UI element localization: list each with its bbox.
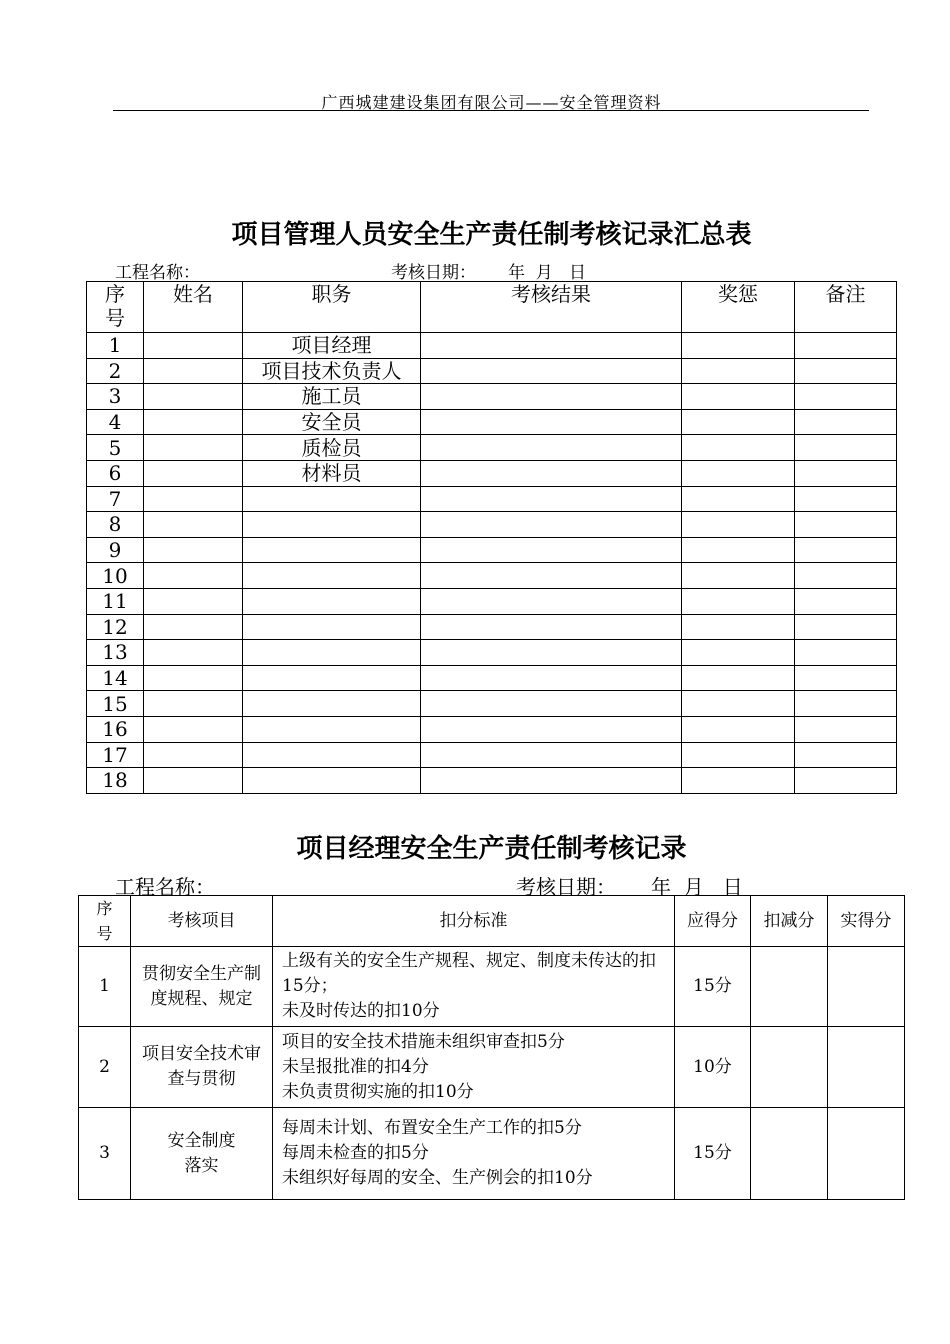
reward-cell (682, 409, 795, 435)
remark-cell (795, 742, 897, 768)
pm-date-value: 年 月 日 (651, 875, 743, 899)
table-row (87, 512, 897, 538)
assessment-item: 安全制度落实 (131, 1108, 273, 1200)
row-number: 9 (87, 537, 144, 563)
name-cell (144, 435, 243, 461)
pm-date-label: 考核日期： (516, 875, 616, 899)
assessment-item: 贯彻安全生产制度规程、规定 (131, 947, 273, 1027)
row-number: 1 (79, 947, 131, 1027)
result-cell (421, 588, 682, 614)
row-number: 16 (87, 716, 144, 742)
table-row (79, 1108, 905, 1200)
reward-cell (682, 768, 795, 794)
deducted-score (751, 1027, 828, 1108)
column-header: 考核结果 (421, 282, 682, 333)
result-cell (421, 384, 682, 410)
row-number: 3 (87, 384, 144, 410)
table-row (87, 333, 897, 359)
remark-cell (795, 333, 897, 359)
reward-cell (682, 435, 795, 461)
table-row (79, 947, 905, 1027)
name-cell (144, 588, 243, 614)
actual-score (828, 947, 905, 1027)
row-number: 15 (87, 691, 144, 717)
result-cell (421, 640, 682, 666)
remark-cell (795, 665, 897, 691)
pm-header-row (79, 896, 905, 947)
position-cell (243, 716, 421, 742)
row-number: 17 (87, 742, 144, 768)
row-number: 5 (87, 435, 144, 461)
result-cell (421, 537, 682, 563)
column-header: 备注 (795, 282, 897, 333)
row-number: 18 (87, 768, 144, 794)
summary-header-row (87, 282, 897, 333)
name-cell (144, 665, 243, 691)
reward-cell (682, 512, 795, 538)
reward-cell (682, 588, 795, 614)
remark-cell (795, 409, 897, 435)
result-cell (421, 742, 682, 768)
reward-cell (682, 614, 795, 640)
remark-cell (795, 435, 897, 461)
row-number: 1 (87, 333, 144, 359)
position-cell (243, 614, 421, 640)
name-cell (144, 640, 243, 666)
row-number: 13 (87, 640, 144, 666)
standard-line: 上级有关的安全生产规程、规定、制度未传达的扣15分； (282, 951, 656, 996)
position-cell (243, 691, 421, 717)
remark-cell (795, 563, 897, 589)
actual-score (828, 1027, 905, 1108)
name-cell (144, 460, 243, 486)
remark-cell (795, 640, 897, 666)
table-row (87, 614, 897, 640)
table-row (87, 588, 897, 614)
name-cell (144, 614, 243, 640)
position-cell: 项目技术负责人 (243, 358, 421, 384)
summary-date-label: 考核日期： (391, 263, 476, 283)
result-cell (421, 716, 682, 742)
result-cell (421, 358, 682, 384)
position-cell: 质检员 (243, 435, 421, 461)
standard-line: 未负责贯彻实施的扣10分 (282, 1081, 474, 1102)
column-header: 实得分 (828, 896, 905, 947)
row-number: 14 (87, 665, 144, 691)
position-cell (243, 588, 421, 614)
column-header: 扣减分 (751, 896, 828, 947)
result-cell (421, 435, 682, 461)
table-row (87, 486, 897, 512)
summary-title: 项目管理人员安全生产责任制考核记录汇总表 (231, 220, 752, 250)
summary-table (86, 281, 897, 794)
table-row (87, 384, 897, 410)
column-header: 应得分 (675, 896, 751, 947)
reward-cell (682, 691, 795, 717)
full-score: 15分 (675, 1108, 751, 1200)
row-number: 3 (79, 1108, 131, 1200)
remark-cell (795, 716, 897, 742)
column-header: 扣分标准 (273, 896, 675, 947)
pm-record-title: 项目经理安全生产责任制考核记录 (296, 834, 687, 864)
result-cell (421, 409, 682, 435)
column-header: 姓名 (144, 282, 243, 333)
name-cell (144, 716, 243, 742)
deducted-score (751, 947, 828, 1027)
deducted-score (751, 1108, 828, 1200)
row-number: 7 (87, 486, 144, 512)
name-cell (144, 537, 243, 563)
column-header: 考核项目 (131, 896, 273, 947)
name-cell (144, 563, 243, 589)
pm-record-table (78, 895, 905, 1200)
summary-project-label: 工程名称： (115, 263, 200, 283)
column-header: 序号 (87, 282, 144, 333)
reward-cell (682, 742, 795, 768)
remark-cell (795, 486, 897, 512)
column-header: 奖惩 (682, 282, 795, 333)
row-number: 12 (87, 614, 144, 640)
name-cell (144, 486, 243, 512)
reward-cell (682, 384, 795, 410)
standard-line: 项目的安全技术措施未组织审查扣5分 (282, 1031, 565, 1052)
table-row (87, 768, 897, 794)
result-cell (421, 333, 682, 359)
table-row (87, 460, 897, 486)
summary-date-value: 年 月 日 (508, 263, 587, 283)
deduction-standard (273, 1108, 675, 1200)
row-number: 11 (87, 588, 144, 614)
standard-line: 未呈报批准的扣4分 (282, 1056, 429, 1077)
remark-cell (795, 537, 897, 563)
result-cell (421, 486, 682, 512)
row-number: 6 (87, 460, 144, 486)
table-row (79, 1027, 905, 1108)
position-cell (243, 742, 421, 768)
name-cell (144, 333, 243, 359)
name-cell (144, 691, 243, 717)
row-number: 10 (87, 563, 144, 589)
remark-cell (795, 460, 897, 486)
position-cell: 项目经理 (243, 333, 421, 359)
actual-score (828, 1108, 905, 1200)
reward-cell (682, 486, 795, 512)
reward-cell (682, 358, 795, 384)
reward-cell (682, 460, 795, 486)
row-number: 4 (87, 409, 144, 435)
reward-cell (682, 537, 795, 563)
deduction-standard (273, 947, 675, 1027)
remark-cell (795, 691, 897, 717)
position-cell (243, 768, 421, 794)
column-header: 职务 (243, 282, 421, 333)
position-cell (243, 665, 421, 691)
reward-cell (682, 333, 795, 359)
reward-cell (682, 563, 795, 589)
position-cell (243, 563, 421, 589)
standard-line: 每周未计划、布置安全生产工作的扣5分 (282, 1118, 582, 1138)
position-cell: 安全员 (243, 409, 421, 435)
result-cell (421, 768, 682, 794)
result-cell (421, 691, 682, 717)
pm-project-label: 工程名称： (115, 875, 215, 899)
standard-line: 每周未检查的扣5分 (282, 1143, 429, 1163)
remark-cell (795, 384, 897, 410)
reward-cell (682, 640, 795, 666)
table-row (87, 742, 897, 768)
position-cell (243, 640, 421, 666)
name-cell (144, 384, 243, 410)
remark-cell (795, 614, 897, 640)
table-row (87, 640, 897, 666)
remark-cell (795, 358, 897, 384)
position-cell (243, 512, 421, 538)
table-row (87, 435, 897, 461)
assessment-item: 项目安全技术审查与贯彻 (131, 1027, 273, 1108)
document-header: 广西城建建设集团有限公司——安全管理资料 (321, 93, 662, 112)
full-score: 10分 (675, 1027, 751, 1108)
result-cell (421, 665, 682, 691)
name-cell (144, 409, 243, 435)
result-cell (421, 563, 682, 589)
row-number: 2 (79, 1027, 131, 1108)
deduction-standard (273, 1027, 675, 1108)
name-cell (144, 512, 243, 538)
name-cell (144, 358, 243, 384)
table-row (87, 563, 897, 589)
remark-cell (795, 588, 897, 614)
table-row (87, 358, 897, 384)
position-cell: 施工员 (243, 384, 421, 410)
full-score: 15分 (675, 947, 751, 1027)
table-row (87, 691, 897, 717)
position-cell (243, 537, 421, 563)
reward-cell (682, 716, 795, 742)
remark-cell (795, 768, 897, 794)
table-row (87, 665, 897, 691)
header-divider (113, 110, 869, 111)
column-header: 序号 (79, 896, 131, 947)
standard-line: 未组织好每周的安全、生产例会的扣10分 (282, 1168, 593, 1188)
reward-cell (682, 665, 795, 691)
name-cell (144, 768, 243, 794)
table-row (87, 537, 897, 563)
standard-line: 未及时传达的扣10分 (282, 1001, 440, 1021)
result-cell (421, 512, 682, 538)
result-cell (421, 614, 682, 640)
position-cell (243, 486, 421, 512)
row-number: 2 (87, 358, 144, 384)
table-row (87, 716, 897, 742)
result-cell (421, 460, 682, 486)
remark-cell (795, 512, 897, 538)
table-row (87, 409, 897, 435)
position-cell: 材料员 (243, 460, 421, 486)
name-cell (144, 742, 243, 768)
row-number: 8 (87, 512, 144, 538)
